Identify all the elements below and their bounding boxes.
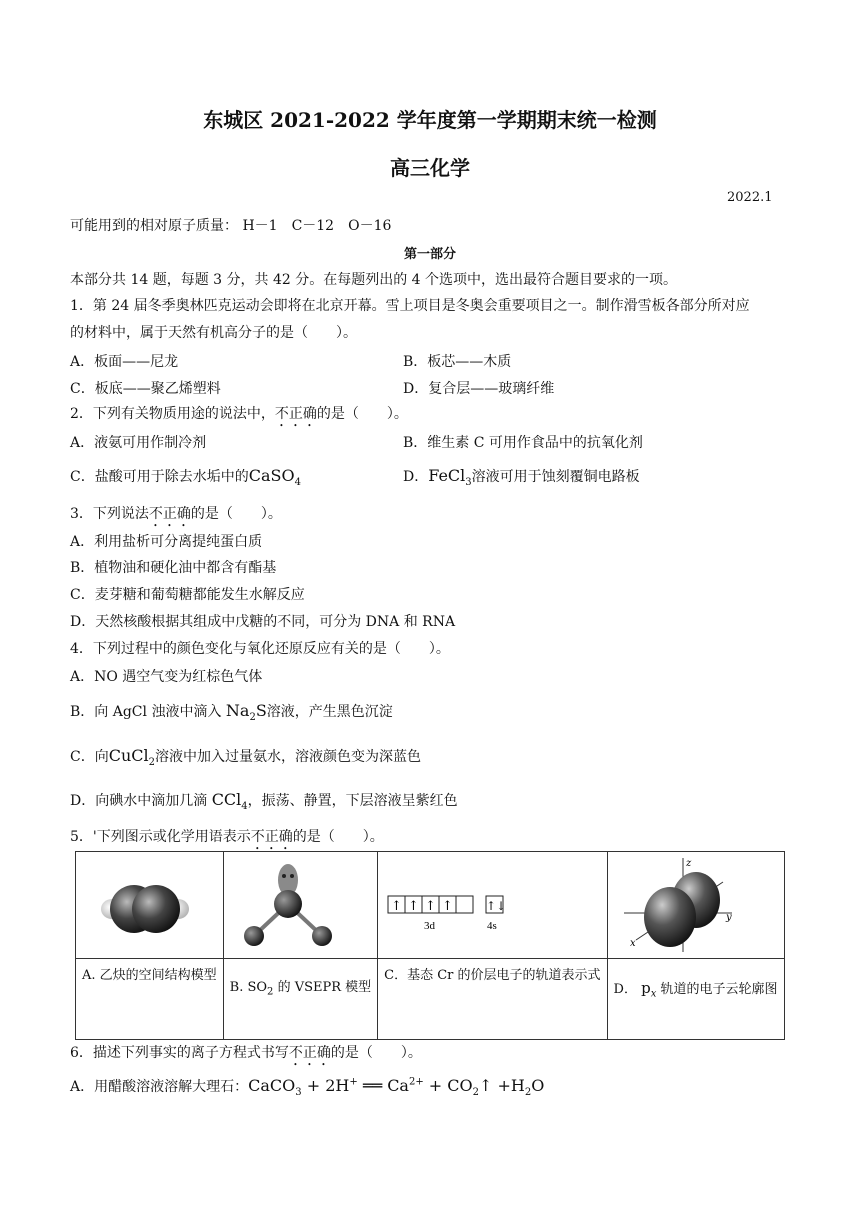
cr-orbital-diagram-icon [378, 852, 516, 958]
q4-option-c: C．向CuCl$_2$溶液中加入过量氨水，溶液颜色变为深蓝色 [70, 746, 421, 768]
q5-caption-d: D． $p_x$ 轨道的电子云轮廓图 [607, 959, 784, 1040]
q4-option-b: B．向 AgCl 浊液中滴入 $Na_2S$溶液，产生黑色沉淀 [70, 701, 393, 723]
q1-option-b: B．板芯——木质 [403, 354, 512, 370]
q5-figure-b [223, 852, 378, 959]
part-instructions: 本部分共 14 题，每题 3 分，共 42 分。在每题列出的 4 个选项中，选出最符合题目要求的一项。 [70, 272, 678, 288]
q2-option-c: C．盐酸可用于除去水垢中的CaSO$_4$ [70, 466, 301, 488]
q1-stem-line2: 的材料中，属于天然有机高分子的是（ ）。 [70, 325, 357, 341]
so2-vsepr-model-icon [224, 852, 357, 958]
svg-text:↑: ↑ [442, 899, 454, 914]
svg-text:↑: ↑ [408, 899, 420, 914]
q5-caption-a: A. 乙炔的空间结构模型 [76, 959, 224, 1040]
q4-option-d: D．向碘水中滴加几滴 CCl$_4$，振荡、静置，下层溶液呈紫红色 [70, 790, 458, 812]
q5-figure-a [76, 852, 224, 959]
q1-stem-line1: 1．第 24 届冬季奥林匹克运动会即将在北京开幕。雪上项目是冬奥会重要项目之一。制作滑雪板各部分所对应 [70, 298, 750, 314]
axis-z-label: z [685, 858, 691, 869]
label-3d: 3d [424, 920, 436, 932]
q5-figure-table [75, 851, 785, 1040]
label-4s: 4s [487, 920, 497, 932]
q4-stem: 4．下列过程中的颜色变化与氧化还原反应有关的是（ ）。 [70, 641, 450, 657]
q3-stem: 3．下列说法不正确的是（ ）。 [70, 506, 282, 522]
q5-caption-b: B. $SO_2$ 的 VSEPR 模型 [223, 959, 378, 1040]
axis-x-label: x [629, 938, 636, 949]
q5-figure-d [607, 852, 784, 959]
svg-text:↑: ↑ [425, 899, 437, 914]
q5-stem: 5．'下列图示或化学用语表示不正确的是（ ）。 [70, 829, 384, 845]
q6-option-a: A．用醋酸溶液溶解大理石：CaCO$_3$ + 2H+ ══ $Ca^{2+}$ + $CO_2↑ +H_2O$ [70, 1076, 545, 1099]
px-orbital-icon [608, 852, 746, 958]
q3-option-d: D．天然核酸根据其组成中戊糖的不同，可分为 DNA 和 RNA [70, 614, 456, 630]
q1-option-d: D．复合层——玻璃纤维 [403, 381, 555, 397]
q5-caption-c: C．基态 Cr 的价层电子的轨道表示式 [378, 959, 607, 1040]
axis-y-label: y [725, 912, 732, 923]
atomic-masses: 可能用到的相对原子质量： H－1 C－12 O－16 [70, 218, 392, 234]
q3-option-b: B．植物油和硬化油中都含有酯基 [70, 560, 277, 576]
q1-option-a: A．板面——尼龙 [70, 354, 179, 370]
q2-option-a: A．液氨可用作制冷剂 [70, 435, 207, 451]
page-title: 东城区 2021-2022 学年度第一学期期末统一检测 [203, 108, 657, 132]
part-heading: 第一部分 [403, 247, 456, 262]
q2-option-d: D．FeCl$_3$溶液可用于蚀刻覆铜电路板 [403, 466, 640, 488]
q1-option-c: C．板底——聚乙烯塑料 [70, 381, 221, 397]
q5-figure-c [378, 852, 607, 959]
svg-text:↑↓: ↑↓ [486, 899, 507, 913]
q3-option-c: C．麦芽糖和葡萄糖都能发生水解反应 [70, 587, 305, 603]
subject-title: 高三化学 [390, 156, 470, 180]
q4-option-a: A．NO 遇空气变为红棕色气体 [70, 669, 263, 685]
svg-text:↑: ↑ [391, 899, 403, 914]
acetylene-model-icon [76, 852, 214, 958]
exam-date: 2022.1 [727, 190, 773, 205]
q6-stem: 6．描述下列事实的离子方程式书写不正确的是（ ）。 [70, 1045, 422, 1061]
q3-option-a: A．利用盐析可分离提纯蛋白质 [70, 534, 263, 550]
q2-stem: 2．下列有关物质用途的说法中，不正确的是（ ）。 [70, 406, 408, 422]
q2-option-b: B．维生素 C 可用作食品中的抗氧化剂 [403, 435, 643, 451]
